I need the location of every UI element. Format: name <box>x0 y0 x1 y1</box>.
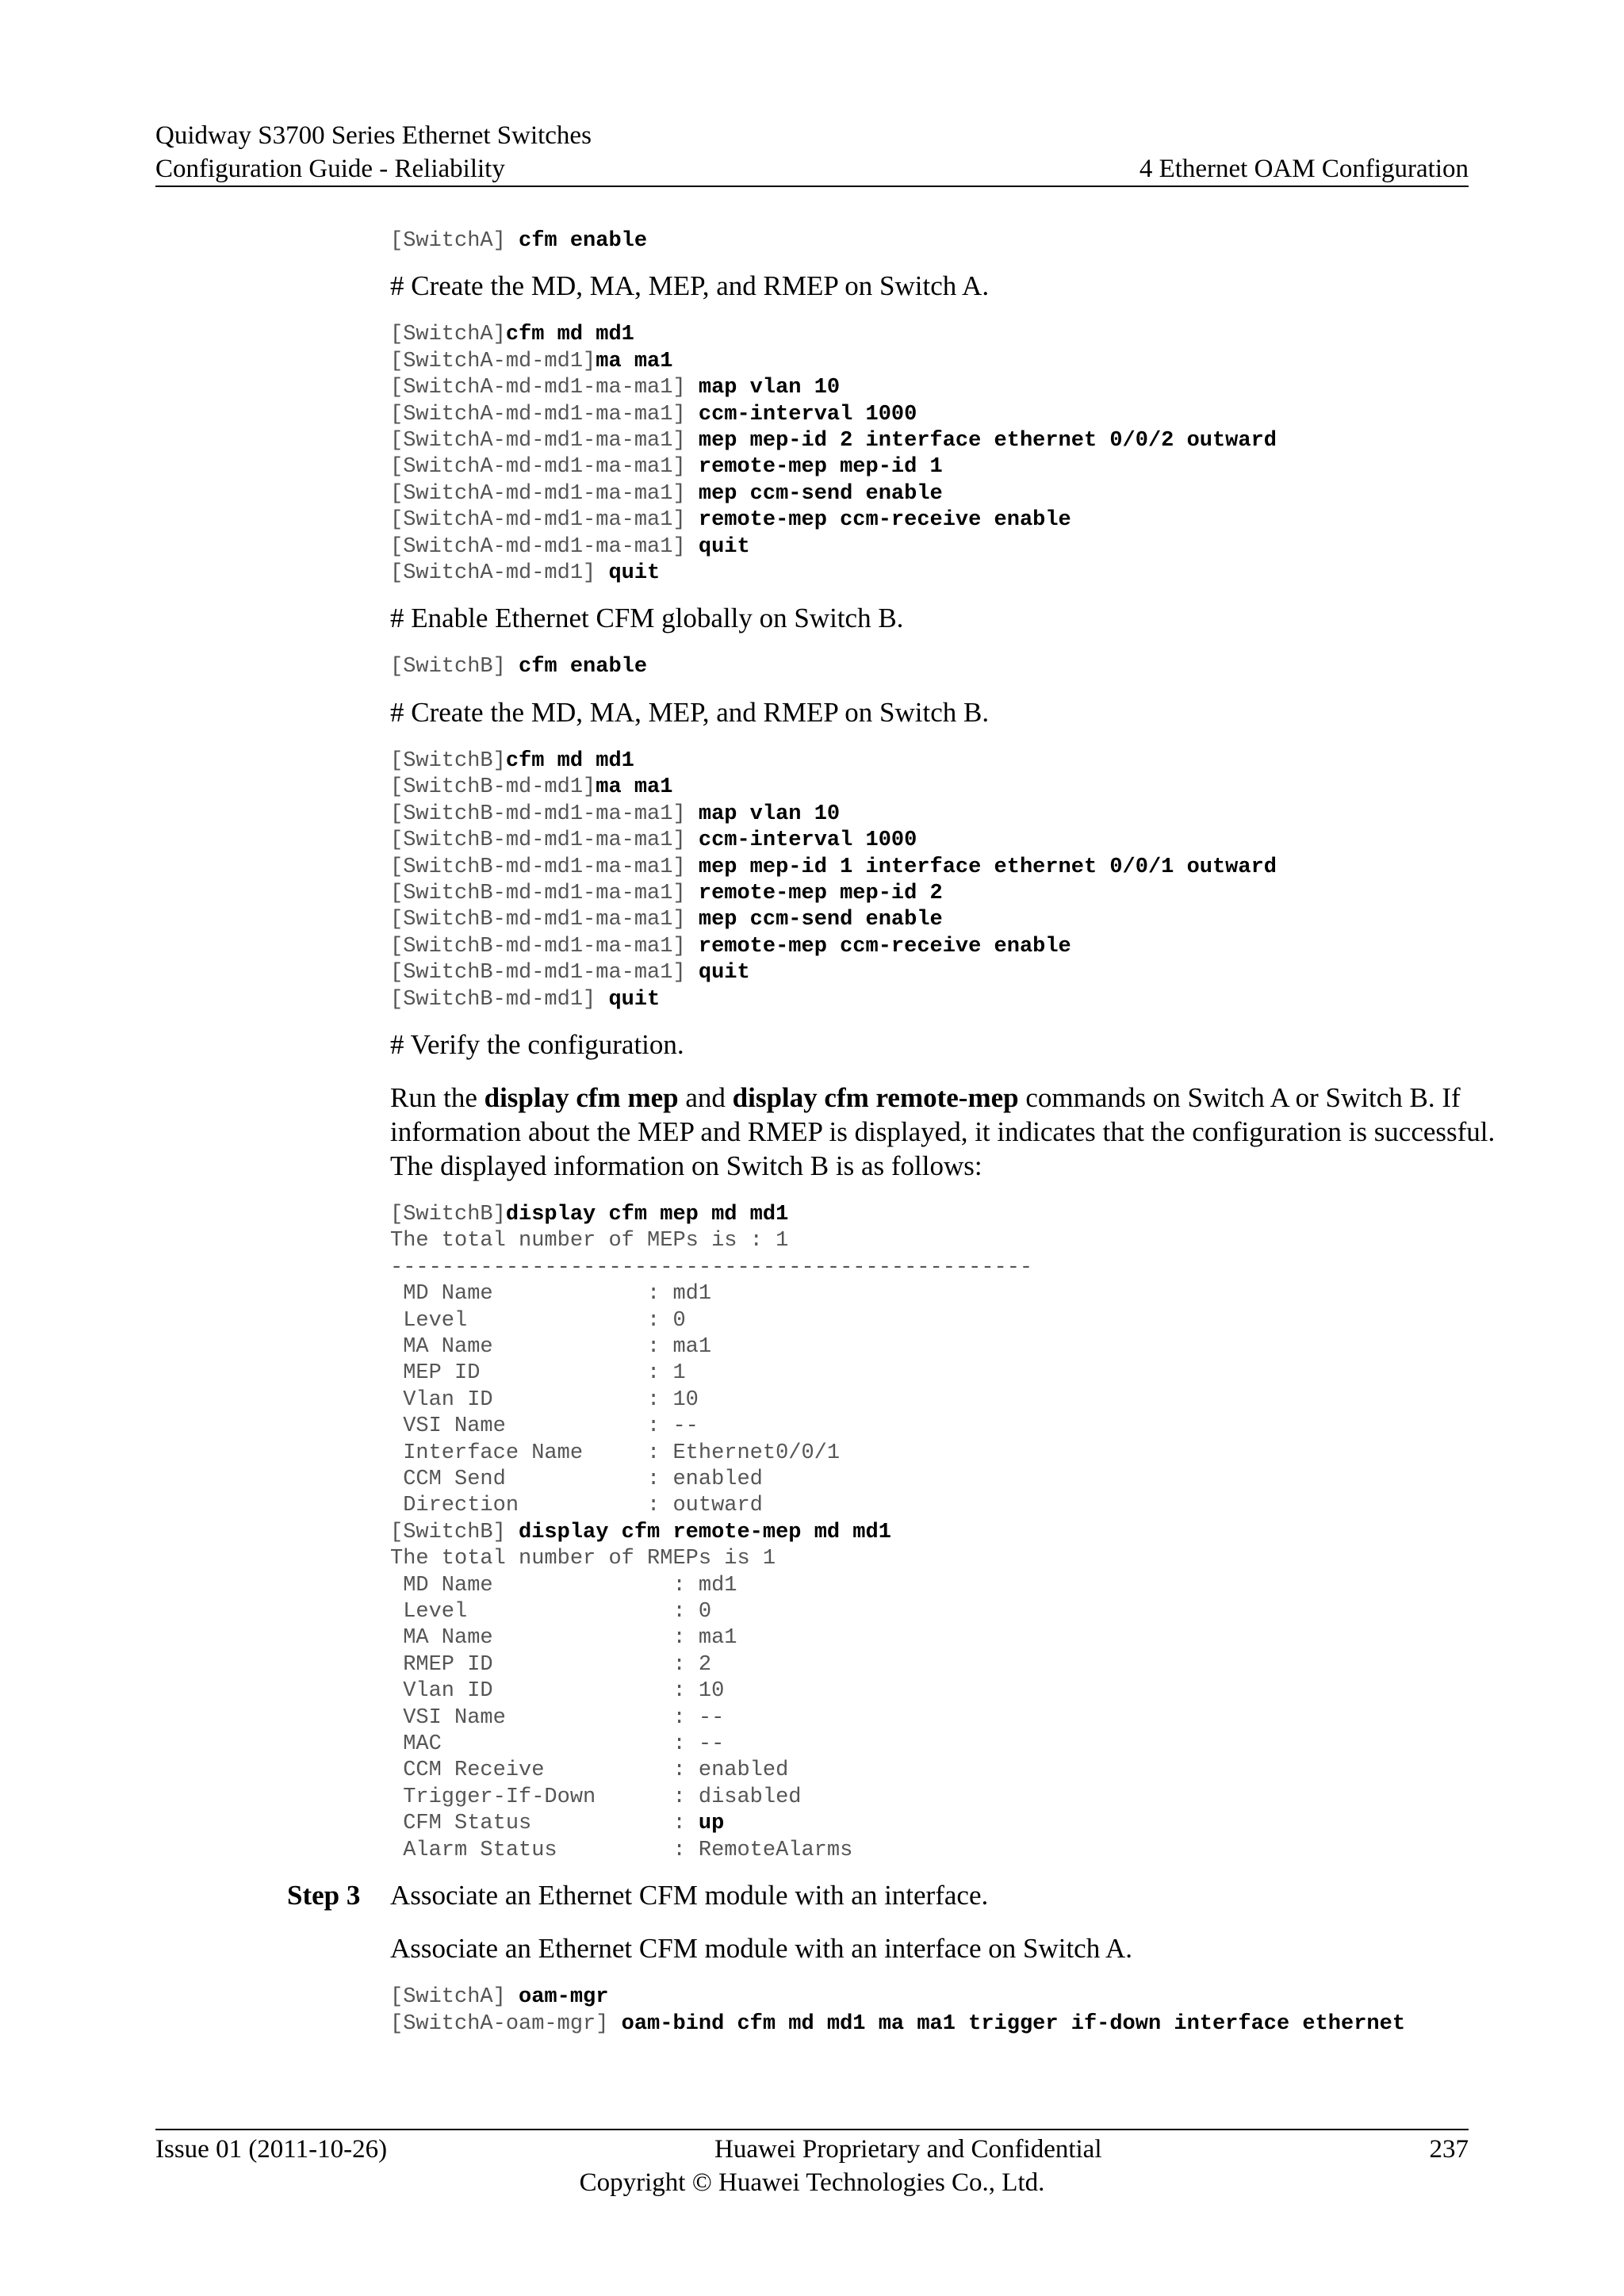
cli-output: MAC : -- <box>390 1732 725 1757</box>
command-line <box>390 654 1500 680</box>
cli-output: CFM Status : <box>390 1812 699 1836</box>
command-line <box>390 802 1500 828</box>
cli-command: quit <box>698 534 750 559</box>
cli-command: remote-mep mep-id 1 <box>698 455 943 480</box>
cli-output: Alarm Status : RemoteAlarms <box>390 1838 853 1862</box>
procedure-step <box>287 1878 1500 1912</box>
cli-prompt: [SwitchB-md-md1-ma-ma1] <box>390 908 699 932</box>
cli-output: MA Name : ma1 <box>390 1626 737 1651</box>
cli-output: RMEP ID : 2 <box>390 1652 712 1677</box>
command-line <box>390 1811 1500 1837</box>
paragraph: # Verify the configuration. <box>390 1028 684 1060</box>
command-block <box>390 228 1500 254</box>
command-line <box>390 1984 1500 2011</box>
paragraph: # Create the MD, MA, MEP, and RMEP on Switch B. <box>390 696 990 728</box>
cli-prompt: [SwitchA-oam-mgr] <box>390 2011 622 2036</box>
cli-prompt: [SwitchB-md-md1-ma-ma1] <box>390 934 699 959</box>
cli-prompt: [SwitchB-md-md1-ma-ma1] <box>390 961 699 985</box>
header-divider <box>155 186 1469 187</box>
cli-prompt: [SwitchA-md-md1-ma-ma1] <box>390 376 699 400</box>
cli-command: ma ma1 <box>596 775 673 800</box>
command-line <box>390 507 1500 534</box>
command-line <box>390 1546 1500 1572</box>
command-line <box>390 454 1500 480</box>
command-line <box>390 828 1500 854</box>
command-line <box>390 1678 1500 1705</box>
command-line <box>390 1467 1500 1493</box>
cli-output: MEP ID : 1 <box>390 1361 686 1386</box>
cli-output: VSI Name : -- <box>390 1705 725 1730</box>
cli-output: CCM Send : enabled <box>390 1468 763 1491</box>
cli-command: remote-mep mep-id 2 <box>698 881 943 905</box>
command-line <box>390 934 1500 960</box>
cli-output: Direction : outward <box>390 1494 763 1518</box>
cli-prompt: [SwitchB-md-md1] <box>390 775 596 800</box>
cli-command: oam-mgr <box>519 1985 609 2010</box>
cli-command: ma ma1 <box>596 349 673 373</box>
cli-command: cfm enable <box>519 655 648 679</box>
cli-output: Level : 0 <box>390 1308 686 1333</box>
cli-command: mep mep-id 2 interface ethernet 0/0/2 outward <box>698 429 1277 453</box>
command-line <box>390 402 1500 428</box>
command-line <box>390 534 1500 561</box>
cli-prompt: [SwitchB-md-md1-ma-ma1] <box>390 828 699 853</box>
command-line <box>390 561 1500 587</box>
cli-command: cfm md md1 <box>505 323 634 347</box>
document-body <box>287 228 1500 2052</box>
command-block <box>390 654 1500 680</box>
cli-command: remote-mep ccm-receive enable <box>698 508 1071 533</box>
header-title: Quidway S3700 Series Ethernet Switches <box>155 121 592 150</box>
command-line <box>390 1414 1500 1440</box>
cli-command: quit <box>608 561 661 586</box>
footer-confidential: Huawei Proprietary and Confidential <box>714 2135 1102 2164</box>
cli-prompt: [SwitchA-md-md1-ma-ma1] <box>390 402 699 427</box>
paragraph-text: commands on Switch A or Switch B. If information about the MEP and RMEP is displayed, it indicates that the configuration is successful. The displayed information on Switch B is as follows: <box>390 1081 1496 1181</box>
page-footer <box>155 2133 1469 2199</box>
command-line <box>390 1705 1500 1732</box>
command-line <box>390 987 1500 1013</box>
cli-prompt: [SwitchA] <box>390 229 519 253</box>
command-line <box>390 748 1500 775</box>
cli-output: Vlan ID : 10 <box>390 1387 699 1412</box>
command-line <box>390 1255 1500 1281</box>
cli-command: ccm-interval 1000 <box>698 402 917 427</box>
command-line <box>390 2011 1500 2038</box>
command-line <box>390 1493 1500 1519</box>
cli-command: mep ccm-send enable <box>698 481 943 506</box>
cli-prompt: [SwitchA-md-md1-ma-ma1] <box>390 481 699 506</box>
paragraph: # Enable Ethernet CFM globally on Switch B. <box>390 603 904 634</box>
command-line <box>390 228 1500 254</box>
cli-command: ccm-interval 1000 <box>698 828 917 853</box>
command-line <box>390 1441 1500 1467</box>
paragraph-text: and <box>678 1081 733 1113</box>
cli-command: oam-bind cfm md md1 ma ma1 trigger if-down interface ethernet <box>621 2011 1406 2036</box>
command-line <box>390 1228 1500 1254</box>
cli-command: cfm enable <box>519 229 648 253</box>
cli-command: display cfm remote-mep md md1 <box>519 1520 891 1544</box>
cli-prompt: [SwitchA] <box>390 1985 519 2010</box>
command-line <box>390 1202 1500 1228</box>
cli-output: Trigger-If-Down : disabled <box>390 1785 802 1809</box>
command-line <box>390 907 1500 933</box>
command-line <box>390 481 1500 507</box>
command-block <box>390 322 1500 587</box>
cli-output: CCM Receive : enabled <box>390 1758 789 1783</box>
cli-output: The total number of MEPs is : 1 <box>390 1229 789 1253</box>
command-line <box>390 1308 1500 1334</box>
command-line <box>390 1387 1500 1414</box>
cli-prompt: [SwitchB] <box>390 1202 506 1226</box>
cli-prompt: [SwitchB] <box>390 1520 519 1544</box>
command-line <box>390 375 1500 401</box>
command-line <box>390 1838 1500 1864</box>
step-text: Associate an Ethernet CFM module with an interface. <box>390 1880 989 1911</box>
command-line <box>390 960 1500 986</box>
command-line <box>390 1573 1500 1599</box>
footer-page-number: 237 <box>1429 2135 1469 2164</box>
paragraph: # Create the MD, MA, MEP, and RMEP on Switch A. <box>390 270 990 302</box>
command-line <box>390 1520 1500 1546</box>
cli-command: quit <box>608 987 661 1012</box>
command-line <box>390 1281 1500 1307</box>
cli-prompt: [SwitchA-md-md1-ma-ma1] <box>390 534 699 559</box>
cli-prompt: [SwitchB-md-md1] <box>390 987 609 1012</box>
cli-prompt: [SwitchA-md-md1-ma-ma1] <box>390 508 699 533</box>
cli-output: -------------------------------------------------- <box>390 1255 1033 1280</box>
cli-output: Vlan ID : 10 <box>390 1679 725 1704</box>
cli-command: remote-mep ccm-receive enable <box>698 934 1071 959</box>
command-line <box>390 1732 1500 1758</box>
footer-copyright: Copyright © Huawei Technologies Co., Ltd. <box>579 2168 1045 2197</box>
cli-prompt: [SwitchB-md-md1-ma-ma1] <box>390 881 699 905</box>
command-block <box>390 1984 1500 2038</box>
cli-command: map vlan 10 <box>698 376 841 400</box>
cli-output: The total number of RMEPs is 1 <box>390 1547 776 1571</box>
page-header <box>155 119 1469 186</box>
command-line <box>390 428 1500 454</box>
command-line <box>390 1625 1500 1651</box>
cli-prompt: [SwitchA-md-md1-ma-ma1] <box>390 429 699 453</box>
cli-output: MD Name : md1 <box>390 1573 737 1598</box>
command-block <box>390 1202 1500 1864</box>
command-line <box>390 349 1500 375</box>
command-line <box>390 775 1500 801</box>
cli-output: MA Name : ma1 <box>390 1334 712 1359</box>
command-line <box>390 881 1500 907</box>
cli-output: Level : 0 <box>390 1600 712 1624</box>
footer-divider <box>155 2129 1469 2130</box>
paragraph-text: Run the <box>390 1081 485 1113</box>
cli-command: display cfm mep md md1 <box>505 1202 789 1226</box>
cli-command: cfm md md1 <box>505 748 634 773</box>
cli-command: mep mep-id 1 interface ethernet 0/0/1 outward <box>698 855 1277 879</box>
command-line <box>390 1599 1500 1625</box>
cli-output: Interface Name : Ethernet0/0/1 <box>390 1441 841 1465</box>
paragraph <box>390 1081 1500 1183</box>
cli-output: VSI Name : -- <box>390 1414 699 1439</box>
header-subtitle: Configuration Guide - Reliability <box>155 155 505 183</box>
cli-output: MD Name : md1 <box>390 1282 712 1307</box>
cli-prompt: [SwitchA-md-md1] <box>390 561 609 586</box>
cli-prompt: [SwitchA-md-md1-ma-ma1] <box>390 455 699 480</box>
command-block <box>390 748 1500 1013</box>
command-line <box>390 1758 1500 1784</box>
command-line <box>390 1652 1500 1678</box>
cli-prompt: [SwitchB-md-md1-ma-ma1] <box>390 855 699 879</box>
command-line <box>390 1360 1500 1387</box>
command-line <box>390 1785 1500 1811</box>
command-line <box>390 322 1500 348</box>
command-line <box>390 855 1500 881</box>
cli-command: map vlan 10 <box>698 802 841 826</box>
paragraph: Associate an Ethernet CFM module with an interface on Switch A. <box>390 1933 1133 1965</box>
command-line <box>390 1334 1500 1360</box>
command-reference: display cfm mep <box>484 1081 679 1113</box>
footer-issue: Issue 01 (2011-10-26) <box>155 2135 388 2164</box>
cli-prompt: [SwitchB-md-md1-ma-ma1] <box>390 802 699 826</box>
cli-prompt: [SwitchB] <box>390 655 519 679</box>
step-label: Step 3 <box>287 1880 361 1911</box>
command-reference: display cfm remote-mep <box>732 1081 1019 1113</box>
cli-command: mep ccm-send enable <box>698 908 943 932</box>
cli-command: quit <box>698 961 750 985</box>
cli-prompt: [SwitchA] <box>390 323 506 347</box>
cli-prompt: [SwitchA-md-md1] <box>390 349 596 373</box>
cli-command: up <box>698 1812 725 1836</box>
cli-prompt: [SwitchB] <box>390 748 506 773</box>
header-chapter: 4 Ethernet OAM Configuration <box>1139 155 1469 183</box>
